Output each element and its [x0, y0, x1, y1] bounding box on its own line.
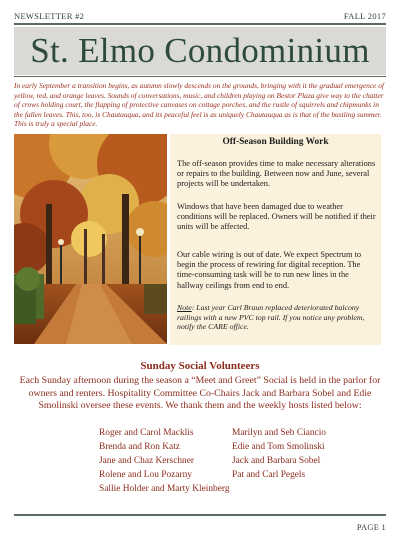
host-entry: Rolene and Lou Pozarny: [99, 469, 192, 480]
title-band: [14, 27, 386, 75]
host-entry: Jack and Barbara Sobel: [232, 455, 321, 466]
newsletter-number: NEWSLETTER #2: [14, 11, 85, 21]
hosts-list-right: [232, 427, 326, 483]
off-season-paragraph-2: Windows that have been damaged due to weather conditions will be replaced. Owners will be notified if their units will be affected.: [177, 202, 376, 232]
header-row: [14, 11, 386, 23]
newsletter-season: FALL 2017: [343, 11, 386, 21]
host-entry: Jane and Chaz Kerschner: [99, 455, 195, 466]
off-season-title: Off-Season Building Work: [222, 137, 329, 147]
hosts-list-left: [99, 427, 230, 497]
off-season-note: [177, 303, 376, 332]
off-season-paragraph-1: The off-season provides time to make necessary alterations or repairs to the building. Between now and June, several projects will be undertaken.: [177, 159, 376, 189]
off-season-paragraph-3: Our cable wiring is out of date. We expect Spectrum to begin the process of rewiring for digital reception. The time-consuming task will be to run new lines in the hallway ceilings from end to end.: [177, 250, 362, 290]
host-entry: Roger and Carol Macklis: [99, 428, 194, 438]
header-divider: [14, 23, 386, 25]
note-text: : Last year Carl Braun replaced deteriorated balcony railings with a new PVC top rail. If you notice any problem, notify the CARE office.: [177, 303, 365, 332]
social-section-title: Sunday Social Volunteers: [140, 360, 260, 372]
host-entry: Edie and Tom Smolinski: [232, 441, 325, 452]
page-title: St. Elmo Condominium: [30, 31, 370, 70]
note-label: Note: [177, 303, 192, 312]
host-entry: Marilyn and Seb Ciancio: [232, 428, 326, 438]
social-section-body: Each Sunday afternoon during the season a “Meet and Greet” Social is held in the parlor for owners and renters. Hospitality Committee Co-Chairs Jack and Barbara Sobel and Edie Smolinski oversee these events. We thank them and the weekly hosts listed below:: [19, 375, 381, 411]
title-divider: [14, 76, 386, 77]
host-entry: Brenda and Ron Katz: [99, 441, 180, 452]
host-entry: Pat and Carl Pegels: [232, 469, 306, 480]
footer-divider: [14, 514, 386, 516]
page-number: PAGE 1: [356, 523, 386, 532]
intro-paragraph: In early September a transition begins, as autumn slowly descends on the grounds, bringing with it the gradual emergence of yellow, red, and orange leaves. Sounds of conversations, music, and children playing on Bestor Plaza give way to the chatter of crows holding court, the flapping of protective canvases on cottage porches, and the rustle of squirrels and chipmunks in the fallen leaves. This, too, is Chautauqua, and its peaceful feel is as uniquely Chautauqua as is that of the bustling summer. This is truly a special place.: [14, 81, 384, 128]
off-season-box: [170, 134, 381, 345]
autumn-path-photo: [14, 134, 167, 344]
host-entry: Sallie Holder and Marty Kleinberg: [99, 483, 230, 494]
